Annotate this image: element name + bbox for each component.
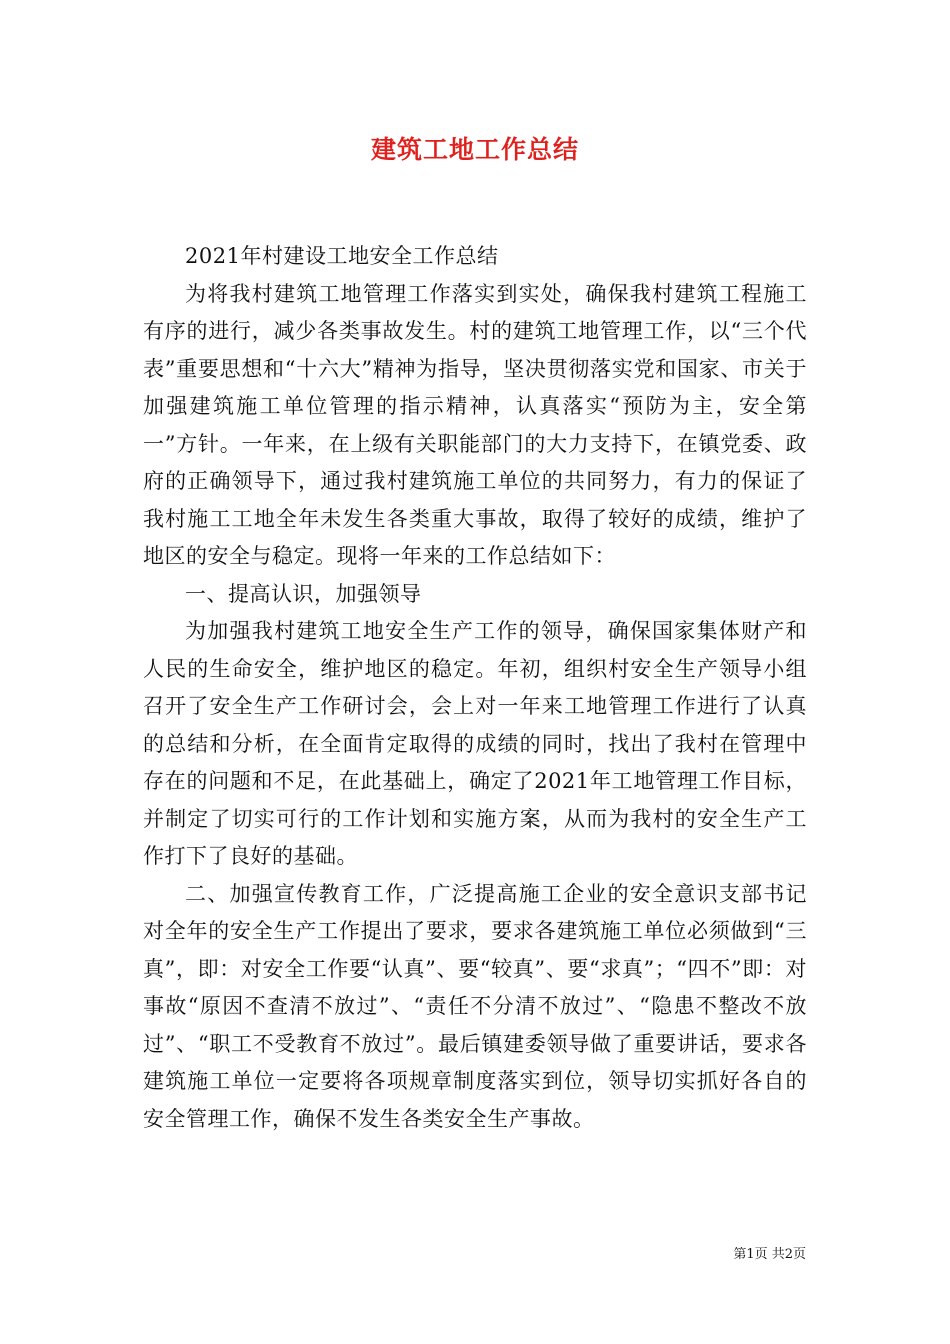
section-heading-1: 一、提高认识，加强领导 — [185, 581, 422, 606]
page-number: 第1页 共2页 — [733, 1247, 806, 1262]
section-2-paragraph: 二、加强宣传教育工作，广泛提高施工企业的安全意识支部书记对全年的安全生产工作提出了要求，要求各建筑施工单位必须做到“三真”，即：对安全工作要“认真”、要“较真”、要“求真”；“四不”即：对事故“原因不查清不放过”、“责任不分清不放过”、“隐患不整改不放过”、“职工不受教育不放过”。最后镇建委领导做了重要讲话，要求各建筑施工单位一定要将各项规章制度落实到位，领导切实抓好各自的安全管理工作，确保不发生各类安全生产事故。 — [143, 881, 807, 1131]
intro-paragraph: 为将我村建筑工地管理工作落实到实处，确保我村建筑工程施工有序的进行，减少各类事故发生。村的建筑工地管理工作，以“三个代表”重要思想和“十六大”精神为指导，坚决贯彻落实党和国家、市关于加强建筑施工单位管理的指示精神，认真落实“预防为主，安全第一”方针。一年来，在上级有关职能部门的大力支持下，在镇党委、政府的正确领导下，通过我村建筑施工单位的共同努力，有力的保证了我村施工工地全年未发生各类重大事故，取得了较好的成绩，维护了地区的安全与稳定。现将一年来的工作总结如下： — [143, 281, 807, 568]
document-subtitle: 2021年村建设工地安全工作总结 — [185, 244, 499, 268]
section-1-paragraph: 为加强我村建筑工地安全生产工作的领导，确保国家集体财产和人民的生命安全，维护地区的稳定。年初，组织村安全生产领导小组召开了安全生产工作研讨会，会上对一年来工地管理工作进行了认真的总结和分析，在全面肯定取得的成绩的同时，找出了我村在管理中存在的问题和不足，在此基础上，确定了2021年工地管理工作目标，并制定了切实可行的工作计划和实施方案，从而为我村的安全生产工作打下了良好的基础。 — [143, 619, 807, 868]
document-body — [143, 238, 807, 1138]
document-title: 建筑工地工作总结 — [370, 135, 579, 164]
